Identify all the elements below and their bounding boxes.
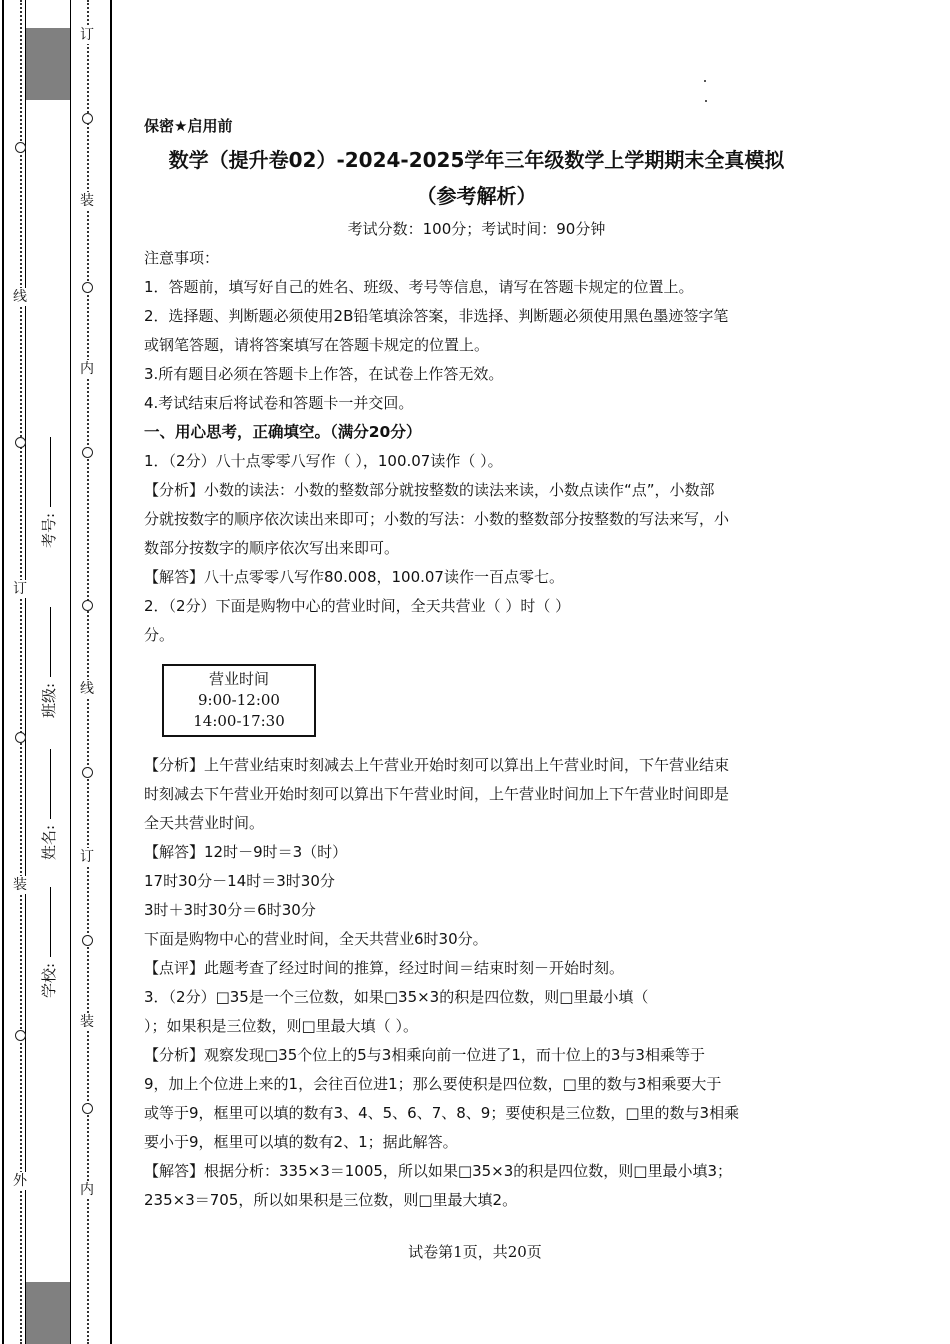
q3-answer-line: 【解答】根据分析：335×3＝1005，所以如果□35×3的积是四位数，则□里最小填3； <box>144 1162 733 1180</box>
strip-line-right <box>70 0 71 1344</box>
school-blank <box>50 887 51 957</box>
business-hours-afternoon: 14:00-17:30 <box>193 712 285 730</box>
q2-answer-line: 3时＋3时30分＝6时30分 <box>144 901 316 919</box>
q3-answer-line: 235×3＝705，所以如果积是三位数，则□里最大填2。 <box>144 1191 518 1209</box>
punch-hole-circle <box>82 282 93 293</box>
page-footer: 试卷第1页，共20页 <box>408 1243 542 1261</box>
cut-mark-char: 装 <box>13 877 27 893</box>
class-field <box>38 607 59 718</box>
punch-hole-circle <box>82 1103 93 1114</box>
cut-mark-char: 订 <box>13 581 27 597</box>
q2-analysis-line: 【分析】上午营业结束时刻减去上午营业开始时刻可以算出上午营业时间，下午营业结束 <box>144 756 730 774</box>
exam-number-field <box>38 437 59 548</box>
cut-mark-char: 装 <box>80 1014 94 1030</box>
q2-analysis-line: 全天共营业时间。 <box>144 814 265 832</box>
q3-analysis-line: 9，加上个位进上来的1，会往百位进1；那么要使积是四位数，□里的数与3相乘要大于 <box>144 1075 722 1093</box>
q3-analysis-line: 或等于9，框里可以填的数有3、4、5、6、7、8、9；要使积是三位数，□里的数与3相乘 <box>144 1104 740 1122</box>
stray-dot <box>704 80 706 82</box>
notice-item: 4.考试结束后将试卷和答题卡一并交回。 <box>144 394 414 412</box>
question-1: 1．（2分）八十点零零八写作（ ），100.07读作（ ）。 <box>144 452 503 470</box>
question-2-cont: 分。 <box>144 626 175 644</box>
confidential-mark: 保密★启用前 <box>144 117 233 135</box>
cut-mark-char: 线 <box>13 289 27 305</box>
punch-hole-circle <box>82 767 93 778</box>
class-label: 班级: <box>40 682 58 718</box>
question-3-cont: ）；如果积是三位数，则□里最大填（ ）。 <box>144 1017 418 1035</box>
punch-hole-circle <box>15 1030 26 1041</box>
class-blank <box>50 607 51 677</box>
business-hours-table <box>162 664 316 737</box>
binding-margin <box>0 0 112 1344</box>
exam-meta: 考试分数：100分；考试时间：90分钟 <box>347 220 606 238</box>
punch-hole-circle <box>82 447 93 458</box>
page-content <box>144 112 809 1215</box>
name-blank <box>50 749 51 819</box>
cut-mark-char: 装 <box>80 193 94 209</box>
q2-answer-line: 17时30分－14时＝3时30分 <box>144 872 335 890</box>
cut-mark-char: 订 <box>80 27 94 43</box>
notice-heading: 注意事项： <box>144 249 220 267</box>
q1-analysis-line: 数部分按数字的顺序依次写出来即可。 <box>144 539 400 557</box>
q1-analysis-line: 【分析】小数的读法：小数的整数部分就按整数的读法来读，小数点读作“点”，小数部 <box>144 481 715 499</box>
gray-block-bottom <box>26 1282 70 1344</box>
punch-hole-circle <box>82 935 93 946</box>
q3-analysis-line: 【分析】观察发现□35个位上的5与3相乘向前一位进了1，而十位上的3与3相乘等于 <box>144 1046 705 1064</box>
school-label: 学校: <box>40 962 58 998</box>
question-3: 3．（2分）□35是一个三位数，如果□35×3的积是四位数，则□里最小填（ <box>144 988 649 1006</box>
name-field <box>38 749 59 860</box>
punch-hole-circle <box>15 732 26 743</box>
name-label: 姓名: <box>40 824 58 860</box>
q2-analysis-line: 时刻减去下午营业开始时刻可以算出下午营业时间，上午营业时间加上下午营业时间即是 <box>144 785 730 803</box>
cut-mark-char: 内 <box>80 1182 94 1198</box>
q1-answer: 【解答】八十点零零八写作80.008，100.07读作一百点零七。 <box>144 568 564 586</box>
punch-hole-circle <box>82 113 93 124</box>
q2-answer-line: 下面是购物中心的营业时间，全天共营业6时30分。 <box>144 930 488 948</box>
outer-border-line <box>2 0 4 1344</box>
q2-comment: 【点评】此题考查了经过时间的推算，经过时间＝结束时刻－开始时刻。 <box>144 959 625 977</box>
exam-number-blank <box>50 437 51 507</box>
q2-answer-line: 【解答】12时－9时＝3（时） <box>144 843 348 861</box>
q1-analysis-line: 分就按数字的顺序依次读出来即可；小数的写法：小数的整数部分按整数的写法来写，小 <box>144 510 730 528</box>
punch-hole-circle <box>82 600 93 611</box>
notice-item: 2．选择题、判断题必须使用2B铅笔填涂答案，非选择、判断题必须使用黑色墨迹签字笔 <box>144 307 729 325</box>
stray-dot <box>705 100 707 102</box>
notice-item: 或钢笔答题，请将答案填写在答题卡规定的位置上。 <box>144 336 490 354</box>
cut-mark-char: 线 <box>80 681 94 697</box>
cut-mark-char: 内 <box>80 361 94 377</box>
gray-block-top <box>26 28 70 100</box>
school-field <box>38 887 59 998</box>
outer-cut-line <box>20 0 22 1344</box>
notice-item: 1．答题前，填写好自己的姓名、班级、考号等信息，请写在答题卡规定的位置上。 <box>144 278 694 296</box>
business-hours-morning: 9:00-12:00 <box>198 691 280 709</box>
punch-hole-circle <box>15 437 26 448</box>
q3-analysis-line: 要小于9，框里可以填的数有2、1；据此解答。 <box>144 1133 458 1151</box>
page-title: 数学（提升卷02）-2024-2025学年三年级数学上学期期末全真模拟 <box>168 148 785 172</box>
page-subtitle: （参考解析） <box>416 184 537 208</box>
section-heading: 一、用心思考，正确填空。（满分20分） <box>144 423 422 441</box>
exam-number-label: 考号: <box>40 512 58 548</box>
cut-mark-char: 外 <box>13 1173 27 1189</box>
punch-hole-circle <box>15 142 26 153</box>
notice-item: 3.所有题目必须在答题卡上作答，在试卷上作答无效。 <box>144 365 504 383</box>
business-hours-title: 营业时间 <box>208 670 269 688</box>
strip-line-left <box>25 0 26 1344</box>
question-2: 2．（2分）下面是购物中心的营业时间，全天共营业（ ）时（ ） <box>144 597 571 615</box>
inner-border-line <box>110 0 112 1344</box>
cut-mark-char: 订 <box>80 849 94 865</box>
